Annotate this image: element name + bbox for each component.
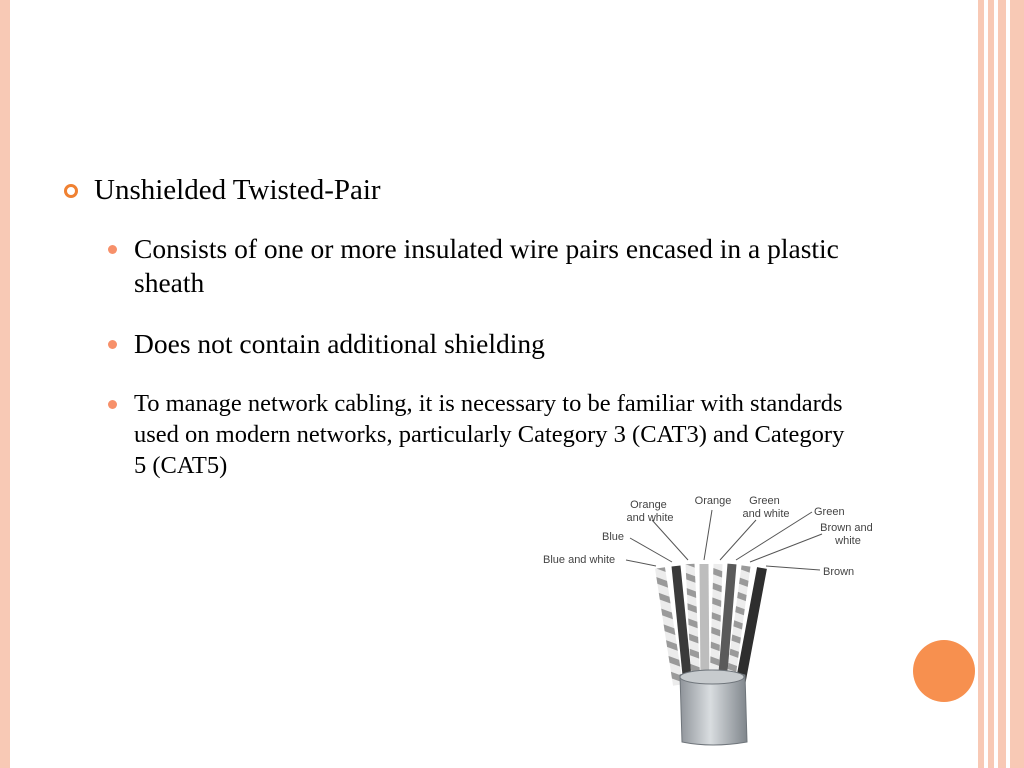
sub-bullet xyxy=(108,232,854,300)
main-bullet xyxy=(64,170,854,210)
wire-orange-white xyxy=(690,564,696,685)
label-blue-and-white: Blue and white xyxy=(543,554,616,566)
utp-cable-diagram xyxy=(540,490,880,750)
right-border-stripe xyxy=(998,0,1006,768)
dot-bullet-icon xyxy=(108,245,117,254)
main-bullet-text: Unshielded Twisted-Pair xyxy=(94,174,381,206)
wire-bundle xyxy=(660,564,762,685)
sub-bullet-text: Consists of one or more insulated wire pairs encased in a plastic sheath xyxy=(134,233,839,298)
right-border-stripe xyxy=(988,0,994,768)
ring-bullet-icon xyxy=(64,184,78,198)
slide-content xyxy=(64,170,854,481)
label-green-and-white: Green and white xyxy=(742,495,790,520)
label-orange-and-white: Orange and white xyxy=(626,499,674,524)
label-blue: Blue xyxy=(602,531,625,543)
dot-bullet-icon xyxy=(108,340,117,349)
label-brown: Brown xyxy=(823,566,855,578)
wire-orange xyxy=(704,564,705,685)
right-border-stripe xyxy=(1010,0,1024,768)
sub-bullet-text: To manage network cabling, it is necessary to be familiar with standards used on modern networks, particularly Category 3 (CAT3) and Category 5 (CAT5) xyxy=(134,390,845,479)
sub-bullet-text: Does not contain additional shielding xyxy=(134,328,545,359)
accent-circle xyxy=(913,640,975,702)
sheath-opening xyxy=(680,670,744,684)
label-orange: Orange xyxy=(694,495,732,507)
dot-bullet-icon xyxy=(108,400,117,409)
wire-green-white xyxy=(714,564,718,685)
sub-bullet xyxy=(108,327,854,361)
left-border-decoration xyxy=(0,0,10,768)
sub-bullet xyxy=(108,388,854,481)
right-border-stripe xyxy=(978,0,984,768)
label-brown-and-white: Brown and white xyxy=(820,522,873,547)
label-green: Green xyxy=(814,506,845,518)
